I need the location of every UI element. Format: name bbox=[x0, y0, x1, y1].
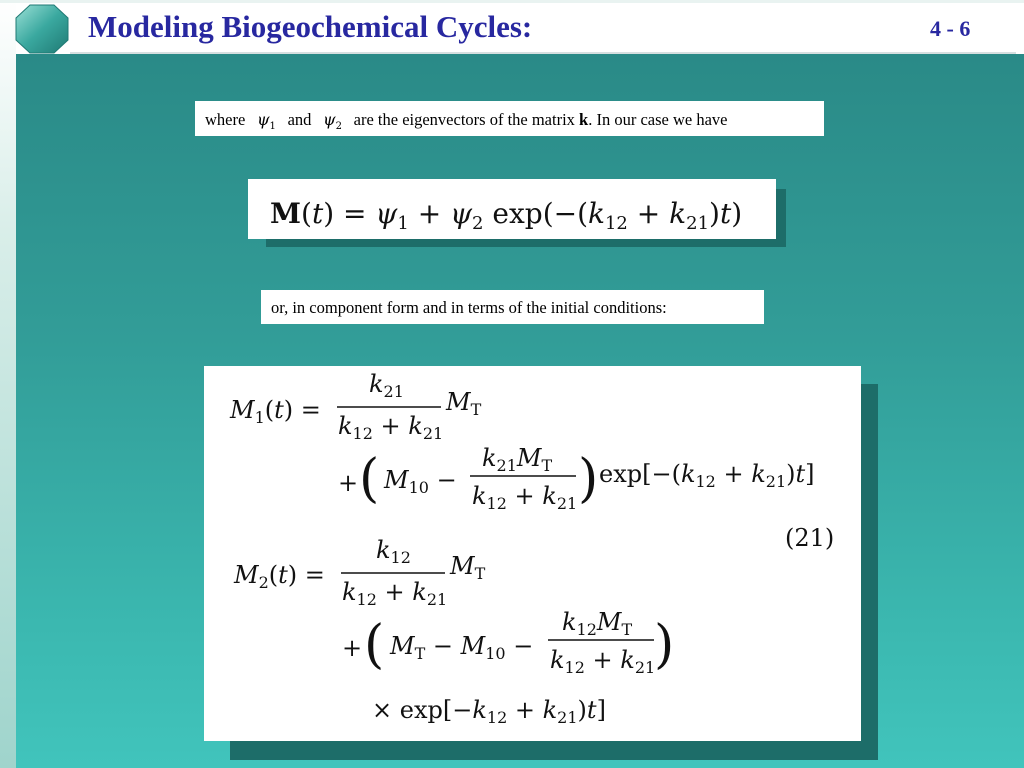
page-number: 4 - 6 bbox=[930, 16, 971, 41]
svg-text:): ) bbox=[578, 449, 599, 509]
eigenvector-text-box bbox=[195, 101, 824, 136]
text-and: and bbox=[287, 110, 312, 129]
svg-text:M2(t) =: $M_2(t)$ = bbox=[234, 561, 325, 592]
svg-text:k12: $k_{12}$ bbox=[376, 536, 411, 567]
svg-text:× exp[−k12 + k21)t]: × $\exp[-k_{12} + k_{21})t$] bbox=[372, 696, 606, 727]
text-where: where bbox=[205, 110, 246, 129]
equation21-box bbox=[204, 366, 861, 741]
slide-title: Modeling Biogeochemical Cycles: bbox=[88, 9, 533, 44]
svg-text:(21): (21) bbox=[785, 524, 835, 552]
svg-text:MT: $M_T$ bbox=[446, 388, 482, 419]
matrix-k: k bbox=[579, 110, 589, 129]
svg-text:MT: $M_T$ bbox=[450, 552, 486, 583]
svg-text:k12 + k21: $k_{12} + k_{21}$ bbox=[472, 482, 578, 513]
svg-text:k21MT: $k_{21}M_T$ bbox=[482, 444, 553, 475]
left-decor-stripe bbox=[0, 0, 16, 768]
svg-text:exp[−(k12 + k21)t]: $\exp[-(k_{12} + k_{21})t]$ bbox=[599, 460, 815, 491]
text-eigenvectors: are the eigenvectors of the matrix bbox=[353, 110, 575, 129]
svg-text:(: ( bbox=[359, 449, 380, 509]
octagon-logo-icon bbox=[15, 4, 69, 54]
svg-text:k12 + k21: $k_{12} + k_{21}$ bbox=[342, 578, 448, 609]
svg-text:): ) bbox=[654, 615, 675, 675]
psi2-symbol: $\psi_2$ bbox=[323, 110, 342, 133]
equation1-formula bbox=[248, 179, 776, 239]
equation21-formula bbox=[204, 366, 861, 741]
svg-text:M1(t) =: $M_1(t)$ = bbox=[230, 396, 321, 427]
text-our-case: . In our case we have bbox=[588, 110, 728, 129]
svg-text:+: + bbox=[338, 469, 359, 497]
svg-text:k12 + k21: $k_{12} + k_{21}$ bbox=[550, 646, 656, 677]
svg-text:M10 −: $M_{10}$ − bbox=[384, 466, 457, 497]
svg-text:k12MT: $k_{12}M_T$ bbox=[562, 608, 633, 639]
svg-text:k12 + k21: $k_{12} + k_{21}$ bbox=[338, 412, 444, 443]
svg-text:k21: $k_{21}$ bbox=[369, 370, 404, 401]
svg-text:M(t) = ψ1 + ψ2 exp(−(k12 + k21: $M(t) = \psi_1 + \psi_2$ $\exp(-(k_{12} + k_{21})t)$ bbox=[270, 197, 743, 234]
svg-text:+: + bbox=[342, 634, 363, 662]
svg-text:(: ( bbox=[364, 615, 385, 675]
component-form-text-box: or, in component form and in terms of the initial conditions: bbox=[261, 290, 764, 324]
top-decor-line bbox=[0, 0, 1024, 3]
psi1-symbol: $\psi_1$ bbox=[256, 110, 276, 133]
svg-text:MT − M10 −: $M_T - M_{10}$ − bbox=[390, 632, 534, 663]
equation1-box bbox=[248, 179, 776, 239]
